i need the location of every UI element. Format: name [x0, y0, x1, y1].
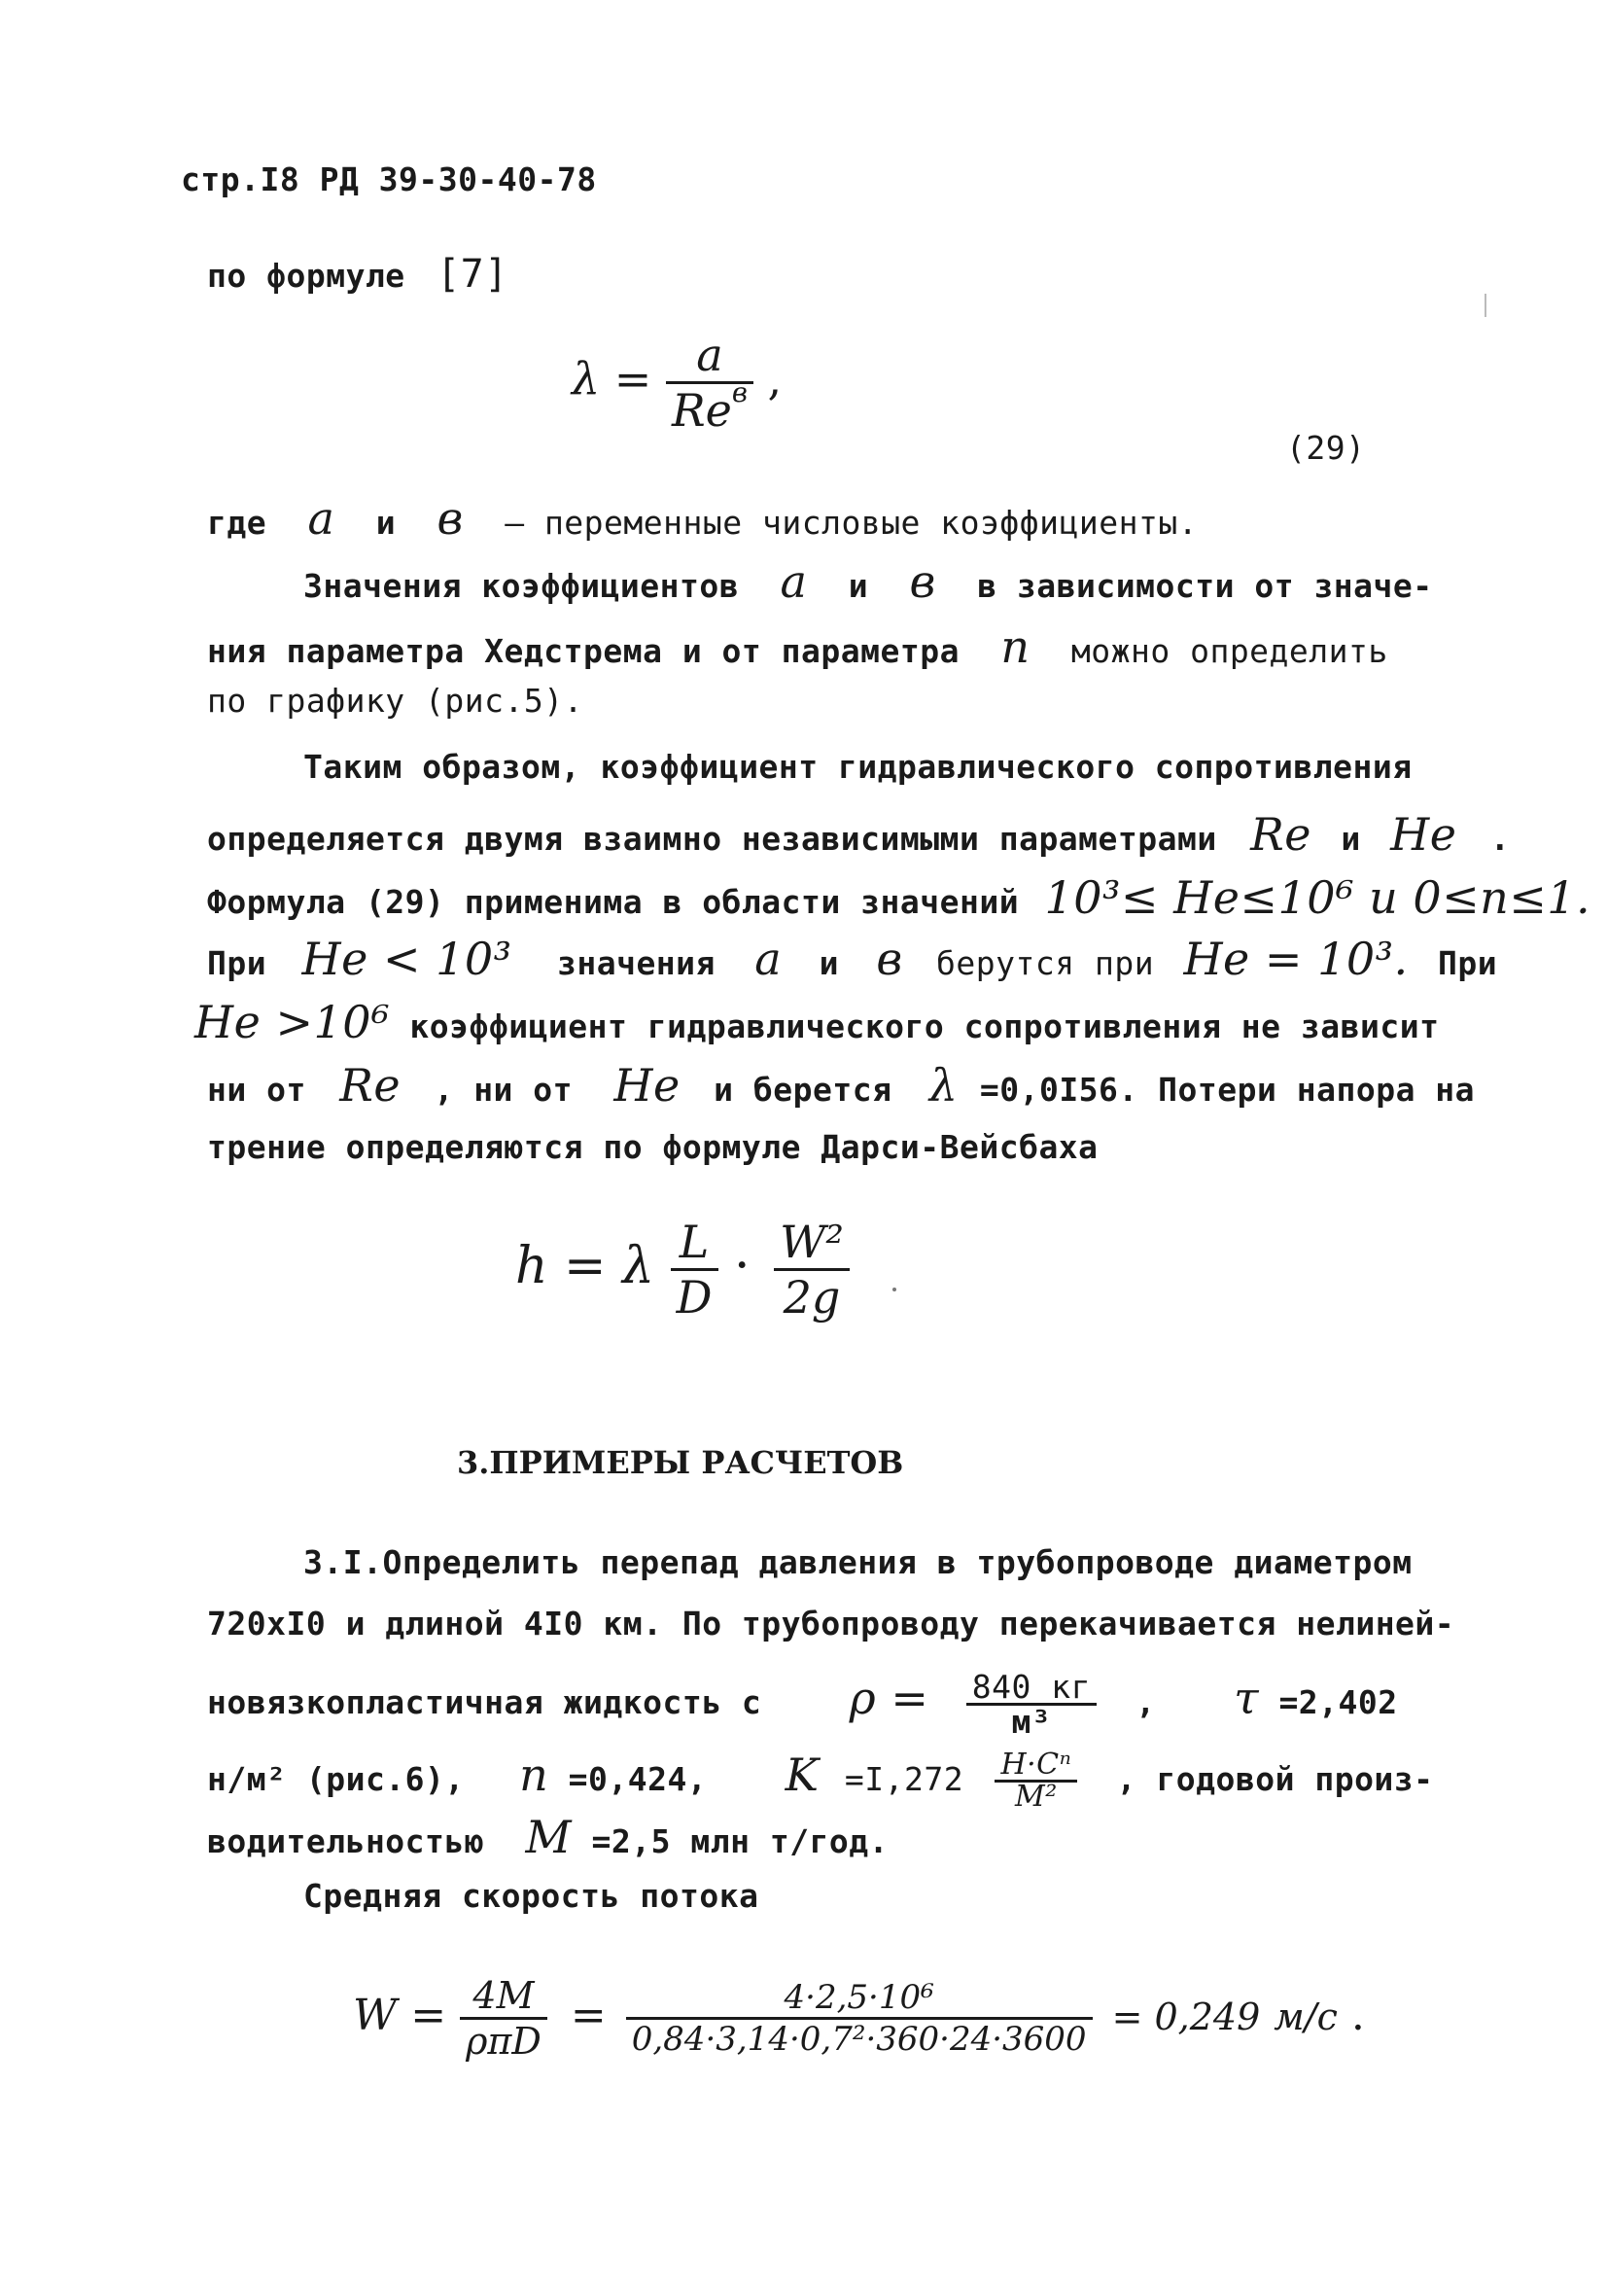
velocity-lhs: W =	[353, 1991, 447, 2040]
example-line3-comma: ,	[1135, 1683, 1156, 1721]
para1-line2-tail: можно определить	[1070, 632, 1388, 670]
para2-period: .	[1489, 820, 1511, 858]
para2-upper-condition: He >10⁶	[194, 996, 390, 1048]
example-k-unit-num: H·Cⁿ	[995, 1750, 1077, 1783]
para2-symbol-re: Re	[1250, 808, 1311, 861]
where-and: и	[375, 504, 397, 542]
example-density-symbol: ρ =	[849, 1672, 929, 1724]
scan-speck	[892, 1288, 896, 1291]
para1-symbol-a: a	[780, 555, 808, 608]
para1-line1	[303, 555, 1433, 608]
para2-line6-text-a: ни от	[207, 1071, 306, 1109]
darcy-fraction-2	[774, 1216, 850, 1324]
intro-text: по формуле	[207, 257, 405, 295]
section-title: 3.ПРИМЕРЫ РАСЧЕТОВ	[457, 1444, 904, 1481]
example-tau-value: =2,402	[1278, 1683, 1398, 1721]
para2-line4-values: значения	[556, 944, 716, 982]
example-m-symbol: M	[525, 1811, 573, 1863]
velocity-fraction-1	[460, 1974, 547, 2063]
example-tau-symbol: τ	[1234, 1672, 1260, 1724]
where-desc: – переменные числовые коэффициенты.	[505, 504, 1199, 542]
para2-line6-text-b: , ни от	[434, 1071, 574, 1109]
para1-text-a: Значения коэффициентов	[303, 567, 740, 605]
darcy-fraction-2-num: W²	[774, 1216, 850, 1271]
para2-and: и	[1341, 820, 1361, 858]
equation-number-29: (29)	[1286, 429, 1366, 467]
example-k-unit-den: M²	[1015, 1780, 1058, 1814]
para2-line4	[207, 933, 1498, 985]
example-k-unit	[995, 1750, 1077, 1812]
example-density-value: 840 кг	[966, 1671, 1097, 1706]
example-line2: 720хI0 и длиной 4I0 км. По трубопроводу перекачивается нелиней-	[207, 1605, 1455, 1643]
example-line3-text: новязкопластичная жидкость с	[207, 1683, 762, 1721]
para2-line3-text: Формула (29) применима в области значений	[207, 883, 1020, 921]
example-line4-tail: , годовой произ-	[1116, 1760, 1434, 1798]
para2-line6-symbol-re: Re	[339, 1059, 402, 1112]
formula-29-lhs: λ =	[572, 352, 652, 406]
para2-line7: трение определяются по формуле Дарси-Вейсбаха	[207, 1128, 1099, 1166]
formula-29-numerator: a	[666, 329, 753, 384]
example-n-value: =0,424,	[568, 1760, 708, 1798]
example-line3	[207, 1668, 1398, 1741]
para2-line2-text: определяется двумя взаимно независимыми параметрами	[207, 820, 1217, 858]
example-line4-text: н/м² (рис.6),	[207, 1760, 465, 1798]
para1-symbol-n: n	[1000, 620, 1031, 673]
para2-line5	[194, 996, 1440, 1048]
formula-29-tail: ,	[767, 352, 783, 406]
velocity-unit: м/с	[1274, 1996, 1338, 2038]
example-k-value: =I,272	[844, 1760, 964, 1798]
darcy-lhs: h = λ	[515, 1237, 655, 1295]
example-line5	[207, 1811, 890, 1863]
para2-line3	[207, 871, 1591, 924]
para2-line1: Таким образом, коэффициент гидравлического сопротивления	[303, 748, 1413, 786]
para2-line4-symbol-a: a	[754, 933, 783, 985]
para2-line6-lambda: λ	[928, 1059, 959, 1112]
para2-symbol-he: He	[1390, 808, 1457, 861]
formula-29-fraction	[666, 329, 753, 437]
darcy-formula	[515, 1216, 850, 1324]
para1-text-b: в зависимости от значе-	[977, 567, 1433, 605]
example-m-value: =2,5 млн т/год.	[591, 1822, 890, 1860]
para1-line2	[207, 620, 1388, 673]
example-line1: 3.I.Определить перепад давления в трубопроводе диаметром	[303, 1543, 1413, 1581]
example-k-symbol: K	[785, 1748, 820, 1801]
para2-line6-symbol-he: He	[613, 1059, 681, 1112]
darcy-fraction-1-den: D	[676, 1271, 713, 1324]
para2-line2	[207, 808, 1511, 861]
velocity-result: = 0,249	[1111, 1996, 1261, 2038]
example-density-fraction	[966, 1668, 1097, 1741]
para2-lower-condition: He < 10³	[301, 933, 512, 985]
para2-line6-text-c: и берется	[714, 1071, 892, 1109]
formula-29	[572, 329, 782, 437]
where-b: в	[437, 492, 464, 545]
para2-line4-value: He = 10³.	[1183, 933, 1409, 985]
para2-line5-text: коэффициент гидравлического сопротивления не зависит	[409, 1007, 1440, 1045]
para1-and: и	[848, 567, 869, 605]
where-a: a	[307, 492, 335, 545]
darcy-dot: ·	[734, 1237, 751, 1295]
para1-symbol-b: в	[909, 555, 936, 608]
darcy-fraction-1	[671, 1216, 718, 1324]
where-line	[207, 492, 1199, 545]
example-density-unit: м³	[1011, 1703, 1052, 1741]
velocity-fraction-1-num: 4M	[460, 1974, 547, 2020]
para2-range-condition: 10³≤ He≤10⁶ и 0≤n≤1.	[1044, 871, 1591, 924]
velocity-label: Средняя скорость потока	[303, 1877, 759, 1915]
para2-line4-taken: берутся при	[936, 944, 1155, 982]
para2-line4-pri: При	[207, 944, 267, 982]
velocity-end: .	[1350, 1991, 1365, 2040]
para2-line6-text-d: =0,0I56. Потери напора на	[979, 1071, 1476, 1109]
formula-29-exponent: в	[731, 376, 748, 409]
para2-line4-and: и	[819, 944, 839, 982]
example-line5-text: водительностью	[207, 1822, 485, 1860]
para2-line4-symbol-b: в	[876, 933, 903, 985]
para1-line2-text: ния параметра Хедстрема и от параметра	[207, 632, 960, 670]
velocity-fraction-2-den: 0,84·3,14·0,7²·360·24·3600	[631, 2020, 1087, 2059]
velocity-formula	[353, 1974, 1365, 2063]
where-prefix: где	[207, 504, 267, 542]
example-n-symbol: n	[519, 1748, 549, 1801]
darcy-fraction-2-den: 2g	[783, 1271, 841, 1324]
velocity-fraction-2-num: 4·2,5·10⁶	[626, 1978, 1093, 2020]
velocity-equals: =	[570, 1991, 607, 2040]
para2-line6	[207, 1059, 1476, 1112]
velocity-fraction-2	[626, 1978, 1093, 2059]
para1-line3: по графику (рис.5).	[207, 682, 583, 720]
velocity-fraction-1-den: ρπD	[466, 2020, 541, 2063]
darcy-fraction-1-num: L	[671, 1216, 718, 1271]
example-line4	[207, 1750, 1434, 1812]
intro-line	[207, 252, 508, 297]
intro-ref: [7]	[437, 252, 508, 297]
scan-mark-right	[1485, 294, 1486, 317]
para2-line4-pri2: При	[1438, 944, 1498, 982]
formula-29-denominator: $Re^в$	[671, 376, 748, 437]
page-header: стр.I8 РД 39-30-40-78	[181, 160, 597, 198]
